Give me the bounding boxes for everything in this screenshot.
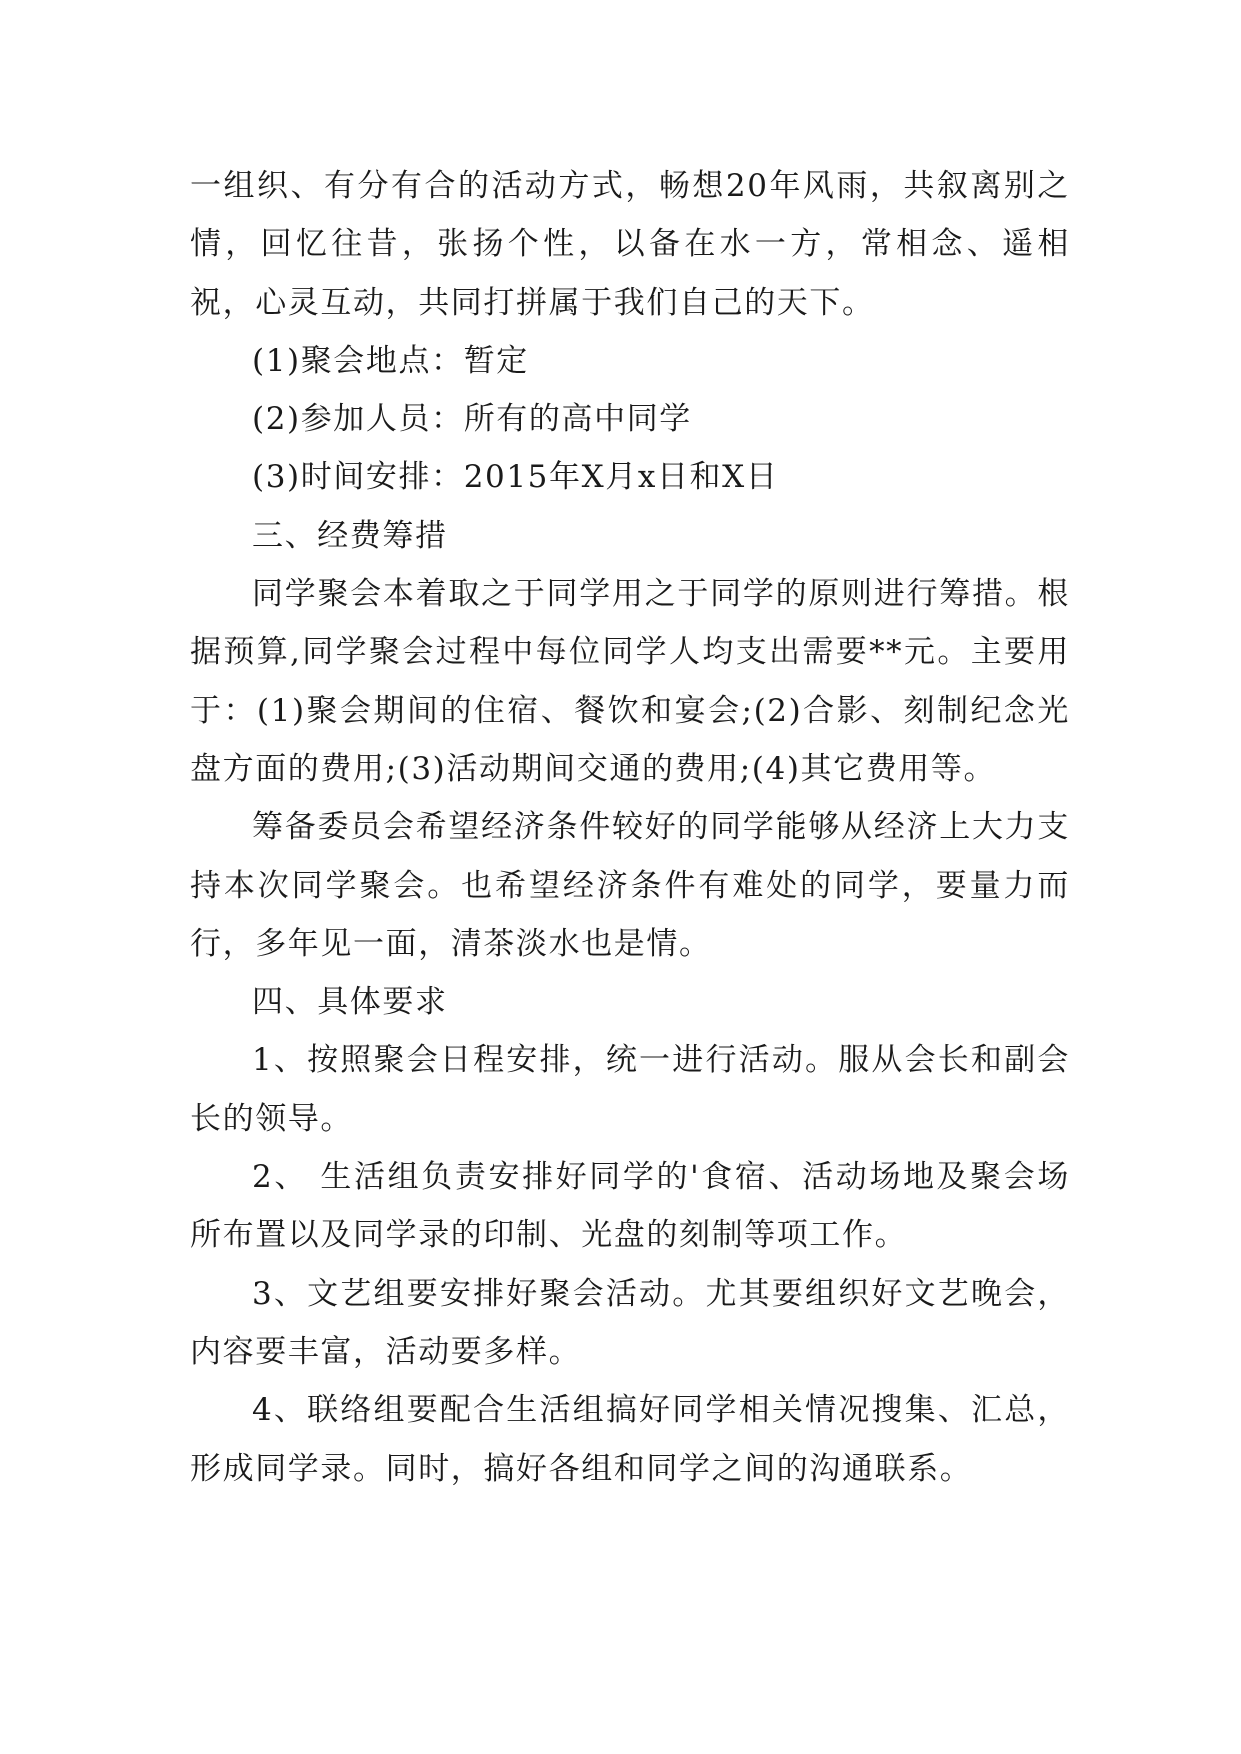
paragraph-schedule: (3)时间安排：2015年X月x日和X日	[252, 459, 779, 496]
requirement-item-4: 4、联络组要配合生活组搞好同学相关情况搜集、汇总，形成同学录。同时，搞好各组和同学之间的沟通联系。	[190, 1392, 1070, 1487]
requirement-item-1: 1、按照聚会日程安排，统一进行活动。服从会长和副会长的领导。	[190, 1042, 1070, 1137]
requirement-item-2: 2、 生活组负责安排好同学的'食宿、活动场地及聚会场所布置以及同学录的印制、光盘的刻制等项工作。	[190, 1159, 1070, 1254]
paragraph-funding-support: 筹备委员会希望经济条件较好的同学能够从经济上大力支持本次同学聚会。也希望经济条件有难处的同学，要量力而行，多年见一面，清茶淡水也是情。	[190, 809, 1070, 962]
section-heading-requirements: 四、具体要求	[252, 984, 448, 1021]
paragraph-venue: (1)聚会地点：暂定	[252, 342, 529, 379]
paragraph-intro-continuation: 一组织、有分有合的活动方式，畅想20年风雨，共叙离别之情，回忆往昔，张扬个性，以备在水一方，常相念、遥相祝，心灵互动，共同打拼属于我们自己的天下。	[190, 168, 1070, 321]
document-body	[190, 157, 1070, 1498]
section-heading-funding: 三、经费筹措	[252, 517, 448, 554]
paragraph-funding-principle: 同学聚会本着取之于同学用之于同学的原则进行筹措。根据预算,同学聚会过程中每位同学人均支出需要**元。主要用于：(1)聚会期间的住宿、餐饮和宴会;(2)合影、刻制纪念光盘方面的费用;(3)活动期间交通的费用;(4)其它费用等。	[190, 576, 1070, 787]
requirement-item-3: 3、文艺组要安排好聚会活动。尤其要组织好文艺晚会，内容要丰富，活动要多样。	[190, 1275, 1070, 1370]
paragraph-participants: (2)参加人员：所有的高中同学	[252, 401, 692, 438]
